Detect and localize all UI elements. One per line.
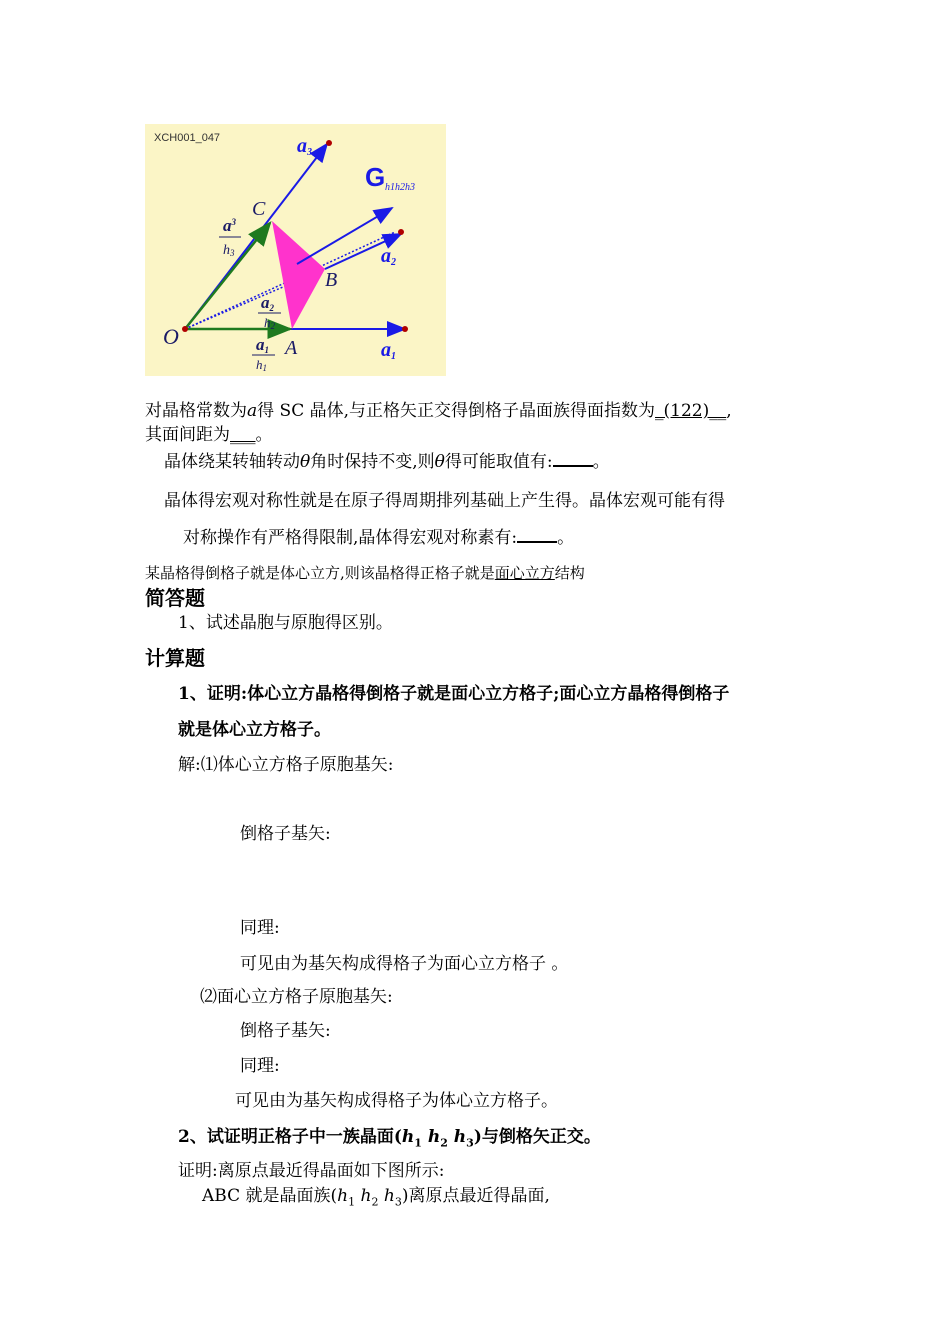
p2-h3: h	[453, 1127, 467, 1147]
calc-similarly1: 同理:	[240, 918, 280, 938]
label-O: O	[163, 324, 179, 349]
calc-p1-line2: 就是体心立方格子。	[178, 720, 331, 740]
calc-conclusion2: 可见由为基矢构成得格子为体心立方格子。	[235, 1091, 558, 1111]
q4-text-a: 某晶格得倒格子就是体心立方,则该晶格得正格子就是	[145, 564, 495, 582]
calc-p2-title	[178, 1126, 601, 1154]
point-a1	[402, 326, 408, 332]
p2-h1-sub: 1	[414, 1136, 422, 1150]
q4-answer: 面心立方	[494, 564, 555, 582]
p2-h2-sub: 2	[440, 1136, 448, 1150]
p2-title-a: 2、试证明正格子中一族晶面(	[178, 1127, 402, 1147]
calc-proof-line1: 证明:离原点最近得晶面如下图所示:	[178, 1161, 445, 1181]
q4-text-b: 结构	[554, 564, 585, 582]
label-a2: a2	[381, 245, 396, 268]
proof-line2-a: ABC 就是晶面族(	[202, 1186, 338, 1206]
origin-point	[182, 326, 188, 332]
q1-line2-blank: ___	[230, 425, 256, 445]
q1-line2-end: 。	[255, 425, 273, 445]
short-answer-heading: 简答题	[145, 586, 205, 610]
q1-text-a: 对晶格常数为	[145, 401, 247, 421]
q2-theta: θ	[300, 452, 311, 472]
point-a3	[326, 140, 332, 146]
proof-h2-sub: 2	[371, 1195, 379, 1209]
calc-reciprocal2: 倒格子基矢:	[240, 1021, 331, 1041]
calc-conclusion1: 可见由为基矢构成得格子为面心立方格子 。	[240, 954, 569, 974]
fill-q3-line1: 晶体得宏观对称性就是在原子得周期排列基础上产生得。晶体宏观可能有得	[164, 491, 725, 511]
fill-q1-line1	[145, 400, 732, 422]
proof-h1-sub: 1	[348, 1195, 356, 1209]
p2-h3-sub: 3	[466, 1136, 474, 1150]
proof-line2-b: )离原点最近得晶面,	[401, 1186, 550, 1206]
calc-sol-intro: 解:⑴体心立方格子原胞基矢:	[178, 755, 394, 775]
lattice-plane-figure	[145, 124, 446, 376]
svg-text:h3: h3	[223, 243, 235, 258]
q2-text-a: 晶体绕某转轴转动	[164, 452, 300, 472]
calc-proof-line2	[202, 1185, 550, 1213]
q2-text-c: 得可能取值有:	[444, 452, 553, 472]
q1-text-b: 得 SC 晶体,与正格矢正交得倒格子晶面族得面指数为	[257, 401, 656, 421]
calc-similarly2: 同理:	[240, 1056, 280, 1076]
proof-h2: h	[360, 1186, 372, 1206]
fill-q4	[145, 563, 585, 583]
svg-text:a1: a1	[256, 335, 269, 355]
svg-text:a3: $a^3$	[223, 216, 236, 235]
q3-end: 。	[557, 528, 575, 548]
point-a2	[398, 229, 404, 235]
q1-answer: _(122)__	[655, 401, 727, 421]
short-answer-q1: 1、试述晶胞与原胞得区别。	[178, 613, 393, 633]
svg-text:h2: h2	[264, 315, 275, 331]
q2-text-b: 角时保持不变,则	[310, 452, 435, 472]
label-a1: a1	[381, 339, 396, 362]
q2-theta2: θ	[434, 452, 445, 472]
label-B: B	[325, 269, 338, 291]
q3-line2-text: 对称操作有严格得限制,晶体得宏观对称素有:	[183, 528, 518, 548]
q3-blank	[517, 527, 557, 543]
q2-blank	[553, 451, 593, 467]
label-G-sub: h1h2h3	[385, 182, 415, 193]
proof-h1: h	[337, 1186, 349, 1206]
p2-h2: h	[427, 1127, 441, 1147]
q1-var: a	[247, 401, 258, 421]
q1-text-c: ,	[726, 401, 732, 421]
fill-q1-line2	[145, 424, 273, 446]
p2-h1: h	[401, 1127, 415, 1147]
figure-svg	[145, 124, 446, 376]
proof-h3: h	[383, 1186, 395, 1206]
calculation-heading: 计算题	[145, 646, 205, 670]
calc-reciprocal1: 倒格子基矢:	[240, 824, 331, 844]
figure-id: XCH001_047	[154, 132, 221, 144]
fill-q2	[164, 451, 610, 473]
calc-part2: ⑵面心立方格子原胞基矢:	[200, 987, 393, 1007]
p2-title-b: )与倒格矢正交。	[473, 1127, 601, 1147]
svg-text:h1: h1	[256, 357, 267, 373]
q2-end: 。	[592, 452, 610, 472]
calc-p1-line1: 1、证明:体心立方晶格得倒格子就是面心立方格子;面心立方晶格得倒格子	[178, 684, 730, 704]
label-C: C	[252, 198, 266, 220]
svg-text:a2: a2	[261, 293, 274, 313]
label-a3: a3	[297, 135, 312, 158]
label-A: A	[285, 337, 298, 359]
fill-q3-line2	[183, 527, 574, 549]
label-G: G	[365, 162, 386, 192]
proof-h3-sub: 3	[394, 1195, 402, 1209]
q1-line2-text: 其面间距为	[145, 425, 230, 445]
